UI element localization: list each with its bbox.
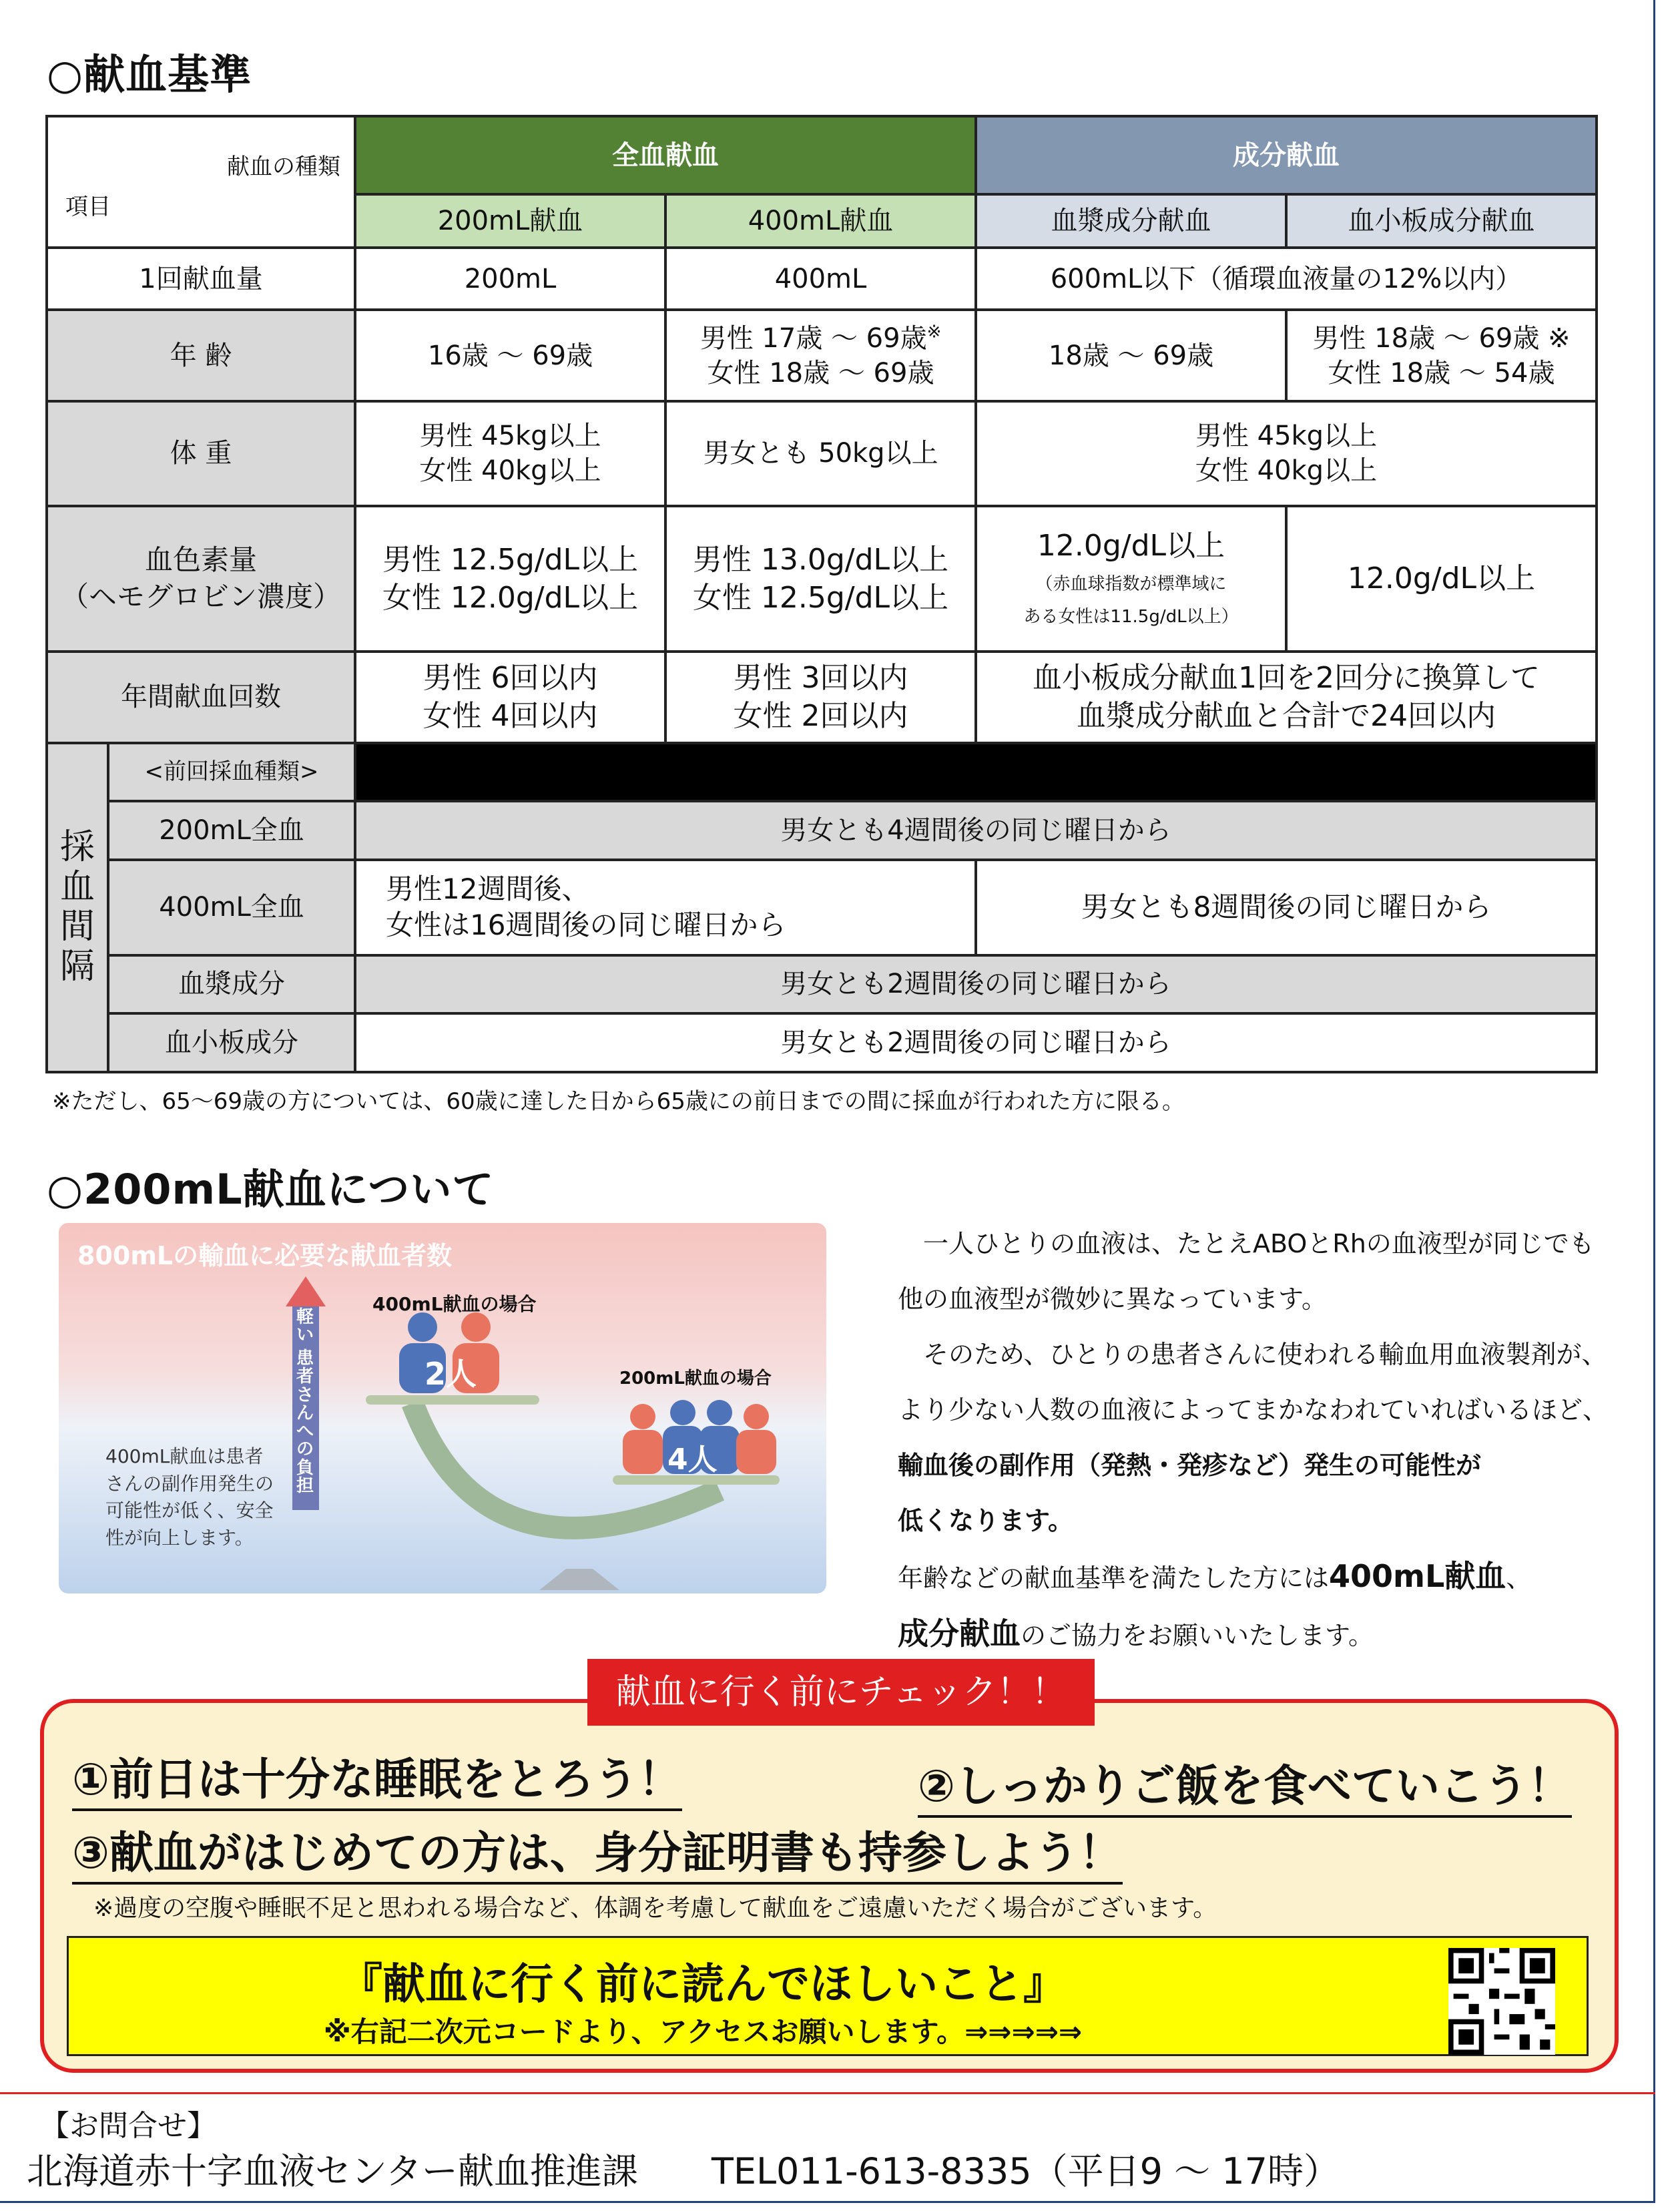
- person-icon: [736, 1430, 776, 1474]
- count-400-line1: 男性 3回以内: [733, 661, 908, 696]
- read-before-box: [67, 1936, 1589, 2056]
- interval-plasma-label: 血漿成分: [108, 955, 355, 1014]
- case-400-label: 400mL献血の場合: [372, 1293, 537, 1315]
- person-icon: [408, 1312, 437, 1342]
- weight-comp-line2: 女性 40kg以上: [1195, 455, 1378, 487]
- interval-400-whole: [355, 860, 976, 955]
- age-plasma: 18歳 ～ 69歳: [976, 310, 1286, 401]
- desc-line2: さんの副作用発生の: [105, 1472, 274, 1495]
- weight-200-line2: 女性 40kg以上: [419, 455, 601, 487]
- infographic-title: 800mLの輸血に必要な献血者数: [77, 1241, 453, 1270]
- weight-component: [976, 401, 1597, 506]
- weight-400: 男女とも 50kg以上: [665, 401, 976, 506]
- hb-platelet: 12.0g/dL以上: [1286, 506, 1597, 652]
- sub-platelet: 血小板成分献血: [1286, 194, 1597, 247]
- age-400-line2: 女性 18歳 ～ 69歳: [707, 357, 934, 389]
- hb-400-line1: 男性 13.0g/dL以上: [692, 542, 949, 577]
- interval-200-label: 200mL全血: [108, 801, 355, 860]
- count-2-people: 2人: [425, 1356, 477, 1392]
- balance-base: [539, 1569, 619, 1590]
- weight-200: [355, 401, 665, 506]
- tip-meal: ②しっかりご飯を食べていこう！: [918, 1750, 1572, 1818]
- para-line4: より少ない人数の血液によってまかなわれていればいるほど、: [898, 1395, 1609, 1425]
- interval-400-line1: 男性12週間後、: [386, 872, 590, 905]
- row-label-volume: 1回献血量: [47, 248, 355, 310]
- para-line7-b: 400mL献血: [1329, 1558, 1506, 1594]
- contact-line: [27, 2143, 1340, 2194]
- row-label-hemoglobin: [47, 506, 355, 652]
- para-line8-b: のご協力をお願いいたします。: [1021, 1621, 1374, 1650]
- volume-400: 400mL: [665, 248, 976, 310]
- sub-plasma: 血漿成分献血: [976, 194, 1286, 247]
- hb-plasma-line1: 12.0g/dL以上: [1037, 528, 1225, 563]
- contact-label: 【お問合せ】: [40, 2109, 216, 2143]
- interval-platelet: 男女とも2週間後の同じ曜日から: [355, 1013, 1597, 1072]
- section-title-200ml: ○200mL献血について: [47, 1165, 495, 1214]
- interval-label: [47, 743, 108, 1072]
- case-200-label: 200mL献血の場合: [619, 1369, 772, 1389]
- person-icon: [623, 1430, 663, 1474]
- interval-platelet-label: 血小板成分: [108, 1013, 355, 1072]
- explanation-paragraph: [898, 1216, 1632, 1664]
- arrow-light-label: 軽い: [296, 1307, 314, 1346]
- person-icon: [744, 1404, 769, 1429]
- weight-200-line1: 男性 45kg以上: [419, 421, 601, 452]
- read-before-title: 『献血に行く前に読んでほしいこと』: [340, 1960, 1066, 2009]
- interval-plasma: 男女とも2週間後の同じ曜日から: [355, 955, 1597, 1014]
- count-comp-line1: 血小板成分献血1回を2回分に換算して: [1033, 661, 1540, 696]
- hb-200-line1: 男性 12.5g/dL以上: [382, 542, 639, 577]
- contact-org: 北海道赤十字血液センター献血推進課: [27, 2150, 638, 2192]
- row-label-age: 年 齢: [47, 310, 355, 401]
- para-line8: [898, 1606, 1632, 1664]
- footer-divider: [0, 2092, 1655, 2094]
- desc-line1: 400mL献血は患者: [105, 1445, 264, 1467]
- interval-200: 男女とも4週間後の同じ曜日から: [355, 801, 1597, 860]
- age-platelet-line2: 女性 18歳 ～ 54歳: [1328, 357, 1555, 389]
- count-200: [355, 652, 665, 743]
- para-line7: [898, 1549, 1632, 1606]
- count-200-line2: 女性 4回以内: [423, 699, 598, 734]
- header-type: 献血の種類: [227, 154, 340, 180]
- contact-tel: TEL011-613-8335（平日9 ～ 17時）: [711, 2150, 1340, 2192]
- para-line5: 輸血後の副作用（発熱・発疹など）発生の可能性が: [898, 1451, 1482, 1480]
- weight-comp-line1: 男性 45kg以上: [1195, 421, 1378, 452]
- whole-blood-header: 全血献血: [355, 116, 976, 194]
- age-platelet-line1: 男性 18歳 ～ 69歳 ※: [1312, 322, 1571, 354]
- interval-prev-type: <前回採血種類>: [108, 743, 355, 802]
- person-icon: [461, 1312, 491, 1342]
- para-line1: 一人ひとりの血液は、たとえABOとRhの血液型が同じでも: [923, 1229, 1595, 1258]
- interval-black-bar: [355, 743, 1597, 802]
- hb-400-line2: 女性 12.5g/dL以上: [692, 581, 949, 616]
- criteria-table: [45, 115, 1598, 1073]
- hb-400: [665, 506, 976, 652]
- desc-line3: 可能性が低く、安全: [105, 1499, 274, 1522]
- component-header: 成分献血: [976, 116, 1597, 194]
- up-arrow-icon: [286, 1276, 326, 1306]
- person-icon: [630, 1404, 655, 1429]
- interval-400-component: 男女とも8週間後の同じ曜日から: [976, 860, 1597, 955]
- interval-400-line2: 女性は16週間後の同じ曜日から: [386, 909, 786, 942]
- arrow-burden-label: 患者さんへの負担: [296, 1348, 314, 1497]
- sub-200: 200mL献血: [355, 194, 665, 247]
- person-icon: [707, 1400, 732, 1425]
- checklist-label: 献血に行く前にチェック！！: [587, 1659, 1095, 1726]
- qr-code-icon[interactable]: [1448, 1948, 1555, 2055]
- hb-label-line1: 血色素量: [144, 543, 257, 577]
- count-4-people: 4人: [667, 1443, 718, 1477]
- infographic: [59, 1223, 826, 1593]
- header-corner: [47, 116, 355, 248]
- age-200: 16歳 ～ 69歳: [355, 310, 665, 401]
- section-title-criteria: ○献血基準: [47, 50, 252, 99]
- tip-id-card: ③献血がはじめての方は、身分証明書も持参しよう！: [72, 1817, 1123, 1885]
- para-line8-a: 成分献血: [898, 1616, 1021, 1652]
- infographic-description: [105, 1443, 274, 1551]
- hb-label-line2: （ヘモグロビン濃度）: [60, 580, 341, 613]
- plate-400: [366, 1395, 539, 1405]
- hb-plasma-note2: ある女性は11.5g/dL以上）: [1023, 607, 1239, 628]
- para-line6: 低くなります。: [898, 1506, 1073, 1535]
- para-line3: そのため、ひとりの患者さんに使われる輸血用血液製剤が、: [923, 1340, 1607, 1369]
- count-400: [665, 652, 976, 743]
- para-line2: 他の血液型が微妙に異なっています。: [898, 1284, 1327, 1314]
- checklist-note: ※過度の空腹や睡眠不足と思われる場合など、体調を考慮して献血をご遠慮いただく場合がございます。: [93, 1895, 1217, 1922]
- count-comp-line2: 血漿成分献血と合計で24回以内: [1077, 699, 1496, 734]
- age-400-mark: ※: [926, 322, 942, 342]
- interval-label-text: 採血間隔: [59, 826, 95, 987]
- count-400-line2: 女性 2回以内: [733, 699, 908, 734]
- age-footnote: ※ただし、65～69歳の方については、60歳に達した日から65歳にの前日までの間に採血が行われた方に限る。: [52, 1088, 1185, 1115]
- hb-plasma: [976, 506, 1286, 652]
- age-400: [665, 310, 976, 401]
- person-icon: [670, 1400, 695, 1425]
- count-component: [976, 652, 1597, 743]
- sub-400: 400mL献血: [665, 194, 976, 247]
- header-item: 項目: [65, 194, 111, 220]
- interval-400-label: 400mL全血: [108, 860, 355, 955]
- desc-line4: 性が向上します。: [105, 1526, 254, 1549]
- volume-200: 200mL: [355, 248, 665, 310]
- hb-200: [355, 506, 665, 652]
- age-platelet: [1286, 310, 1597, 401]
- row-label-weight: 体 重: [47, 401, 355, 506]
- read-before-sub: ※右記二次元コードより、アクセスお願いします。⇒⇒⇒⇒⇒: [323, 2015, 1083, 2048]
- hb-200-line2: 女性 12.0g/dL以上: [382, 581, 639, 616]
- para-line7-c: 、: [1506, 1563, 1532, 1593]
- hb-plasma-note1: （赤血球指数が標準域に: [1035, 573, 1227, 594]
- tip-sleep: ①前日は十分な睡眠をとろう！: [72, 1744, 682, 1811]
- age-400-line1: 男性 17歳 ～ 69歳: [699, 322, 927, 354]
- count-200-line1: 男性 6回以内: [423, 661, 598, 696]
- row-label-annual-count: 年間献血回数: [47, 652, 355, 743]
- volume-component: 600mL以下（循環血液量の12%以内）: [976, 248, 1597, 310]
- para-line7-a: 年齢などの献血基準を満たした方には: [898, 1563, 1330, 1593]
